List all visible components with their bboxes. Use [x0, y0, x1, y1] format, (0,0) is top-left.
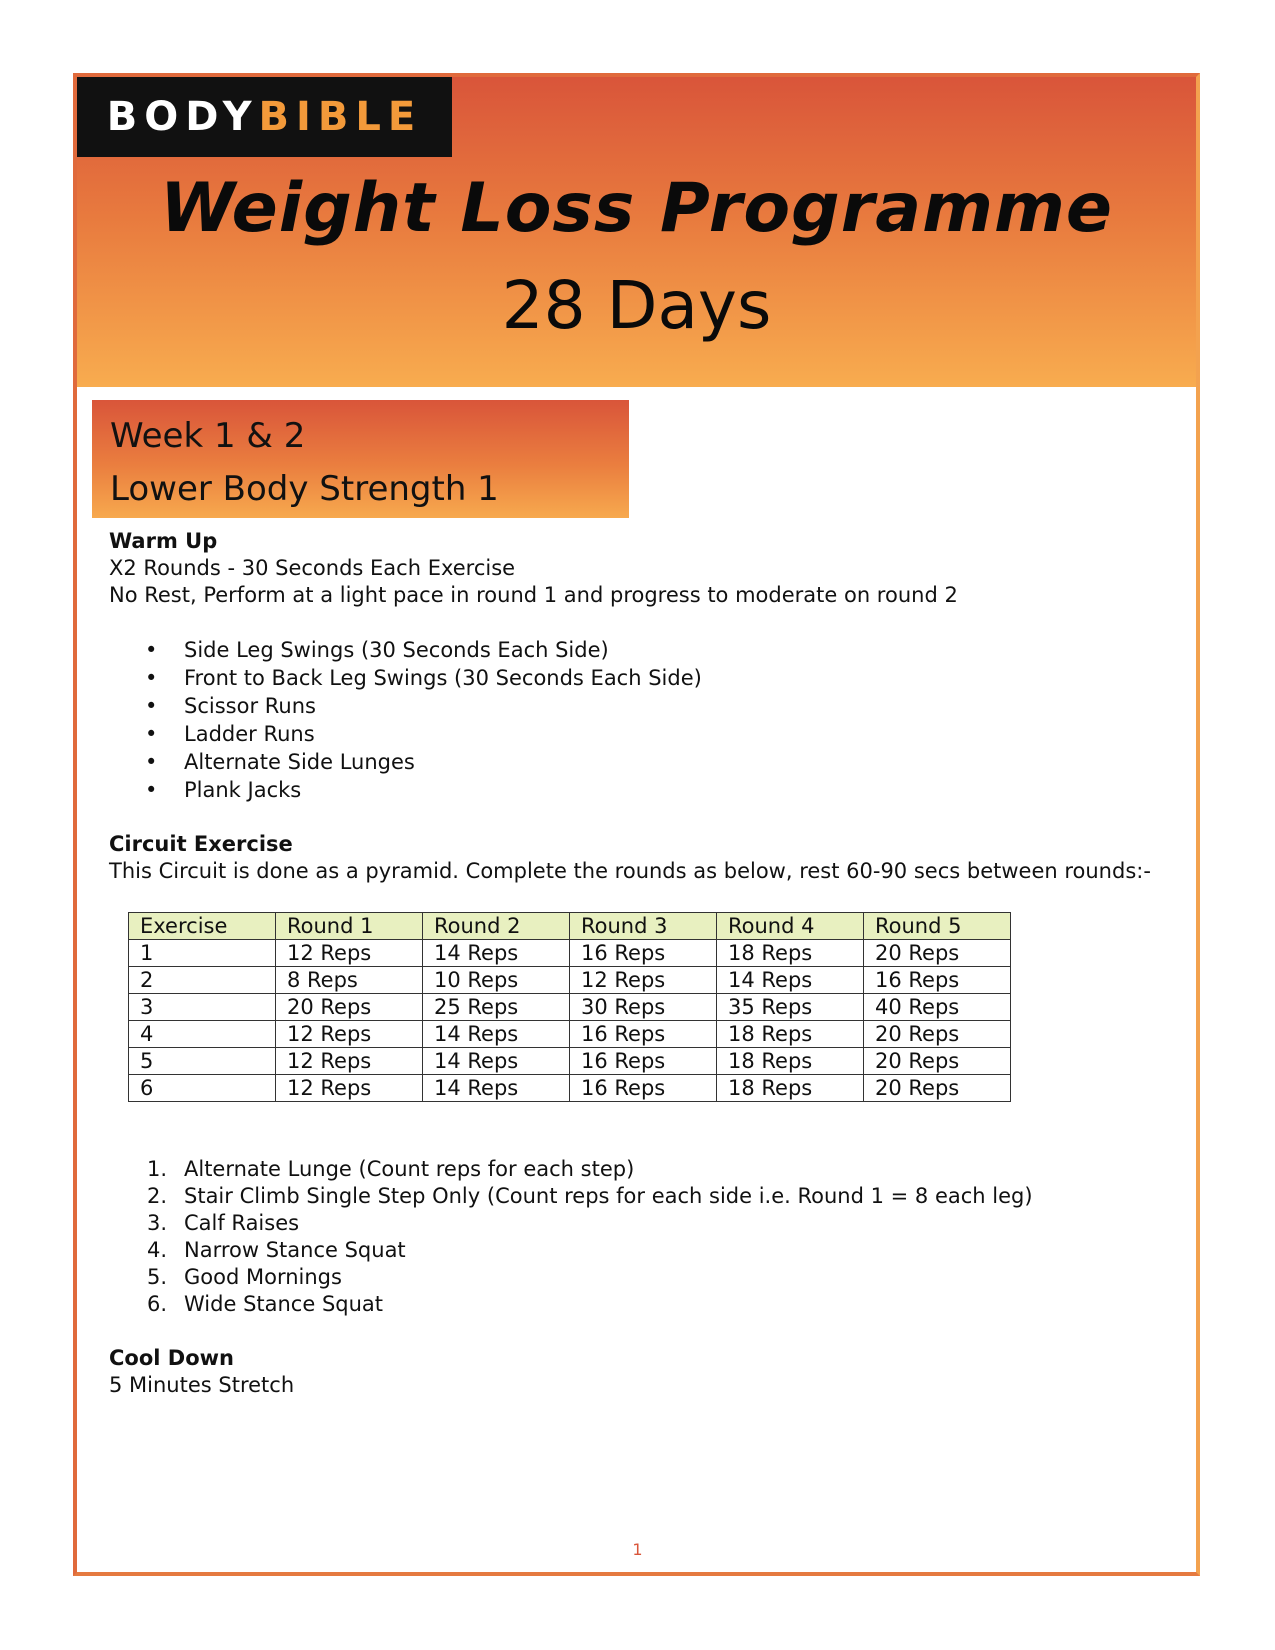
list-item: • Plank Jacks — [109, 776, 1169, 804]
table-cell: 16 Reps — [570, 1048, 717, 1075]
table-cell: 20 Reps — [864, 1048, 1011, 1075]
list-number: 3. — [147, 1211, 168, 1235]
table-cell: 5 — [129, 1048, 276, 1075]
main-content — [109, 528, 1169, 1399]
table-cell: 20 Reps — [276, 994, 423, 1021]
table-cell: 10 Reps — [423, 967, 570, 994]
table-cell: 20 Reps — [864, 940, 1011, 967]
spacer — [109, 804, 1169, 831]
exercise-name: Calf Raises — [184, 1211, 300, 1235]
column-header: Round 5 — [864, 913, 1011, 940]
table-cell: 30 Reps — [570, 994, 717, 1021]
table-cell: 18 Reps — [717, 1048, 864, 1075]
table-row — [129, 1021, 1011, 1048]
column-header: Round 1 — [276, 913, 423, 940]
table-cell: 20 Reps — [864, 1021, 1011, 1048]
list-item — [109, 1156, 1169, 1183]
list-number: 2. — [147, 1184, 168, 1208]
table-cell: 18 Reps — [717, 1075, 864, 1102]
exercise-name: Alternate Lunge (Count reps for each step) — [184, 1157, 635, 1181]
cool-down-heading: Cool Down — [109, 1346, 234, 1370]
spacer — [109, 1318, 1169, 1345]
table-cell: 3 — [129, 994, 276, 1021]
list-item — [109, 1264, 1169, 1291]
table-cell: 18 Reps — [717, 1021, 864, 1048]
exercise-name: Stair Climb Single Step Only (Count reps for each side i.e. Round 1 = 8 each leg) — [184, 1184, 1033, 1208]
table-row — [129, 967, 1011, 994]
page-subtitle: 28 Days — [501, 267, 772, 344]
warm-up-instructions: No Rest, Perform at a light pace in round 1 and progress to moderate on round 2 — [109, 583, 958, 607]
week-label: Week 1 & 2 — [110, 416, 306, 456]
table-row — [129, 940, 1011, 967]
list-number: 1. — [147, 1157, 168, 1181]
table-cell: 16 Reps — [570, 1021, 717, 1048]
table-cell: 12 Reps — [570, 967, 717, 994]
circuit-description: This Circuit is done as a pyramid. Complete the rounds as below, rest 60-90 secs between rounds:- — [109, 859, 1151, 883]
list-number: 6. — [147, 1292, 168, 1316]
table-cell: 12 Reps — [276, 940, 423, 967]
table-cell: 16 Reps — [570, 1075, 717, 1102]
column-header: Round 4 — [717, 913, 864, 940]
table-cell: 40 Reps — [864, 994, 1011, 1021]
warm-up-list — [109, 636, 1169, 804]
page-number: 1 — [632, 1540, 643, 1559]
bodybible-logo — [77, 77, 452, 157]
exercise-name: Narrow Stance Squat — [184, 1238, 406, 1262]
list-item: • Ladder Runs — [109, 720, 1169, 748]
table-cell: 12 Reps — [276, 1048, 423, 1075]
table-cell: 2 — [129, 967, 276, 994]
table-cell: 25 Reps — [423, 994, 570, 1021]
exercise-name: Wide Stance Squat — [184, 1292, 384, 1316]
list-number: 5. — [147, 1265, 168, 1289]
table-row — [129, 1075, 1011, 1102]
workout-name: Lower Body Strength 1 — [110, 469, 499, 509]
column-header: Exercise — [129, 913, 276, 940]
cool-down-text: 5 Minutes Stretch — [109, 1373, 295, 1397]
list-item — [109, 1210, 1169, 1237]
table-cell: 12 Reps — [276, 1021, 423, 1048]
week-heading-box — [92, 400, 629, 518]
exercise-name: Good Mornings — [184, 1265, 342, 1289]
list-item: • Side Leg Swings (30 Seconds Each Side) — [109, 636, 1169, 664]
list-item: • Alternate Side Lunges — [109, 748, 1169, 776]
table-cell: 1 — [129, 940, 276, 967]
circuit-table — [128, 912, 1011, 1102]
table-cell: 14 Reps — [423, 1048, 570, 1075]
list-number: 4. — [147, 1238, 168, 1262]
table-cell: 12 Reps — [276, 1075, 423, 1102]
table-row — [129, 994, 1011, 1021]
list-item — [109, 1291, 1169, 1318]
table-cell: 18 Reps — [717, 940, 864, 967]
table-header-row — [129, 913, 1011, 940]
table-cell: 14 Reps — [423, 1021, 570, 1048]
table-cell: 4 — [129, 1021, 276, 1048]
list-item: • Scissor Runs — [109, 692, 1169, 720]
logo-text-bible: BIBLE — [258, 94, 423, 140]
exercise-list — [109, 1156, 1169, 1318]
list-item: • Front to Back Leg Swings (30 Seconds Each Side) — [109, 664, 1169, 692]
column-header: Round 3 — [570, 913, 717, 940]
table-cell: 16 Reps — [864, 967, 1011, 994]
table-cell: 14 Reps — [423, 1075, 570, 1102]
table-cell: 14 Reps — [423, 940, 570, 967]
table-cell: 16 Reps — [570, 940, 717, 967]
table-cell: 20 Reps — [864, 1075, 1011, 1102]
table-row — [129, 1048, 1011, 1075]
list-item — [109, 1237, 1169, 1264]
table-cell: 14 Reps — [717, 967, 864, 994]
table-cell: 35 Reps — [717, 994, 864, 1021]
logo-text-body: BODY — [106, 94, 259, 140]
table-cell: 8 Reps — [276, 967, 423, 994]
warm-up-heading: Warm Up — [109, 529, 218, 553]
list-item — [109, 1183, 1169, 1210]
circuit-heading: Circuit Exercise — [109, 832, 293, 856]
warm-up-rounds: X2 Rounds - 30 Seconds Each Exercise — [109, 556, 516, 580]
column-header: Round 2 — [423, 913, 570, 940]
page-title: Weight Loss Programme — [160, 169, 1113, 248]
table-cell: 6 — [129, 1075, 276, 1102]
header-banner — [77, 77, 1196, 387]
